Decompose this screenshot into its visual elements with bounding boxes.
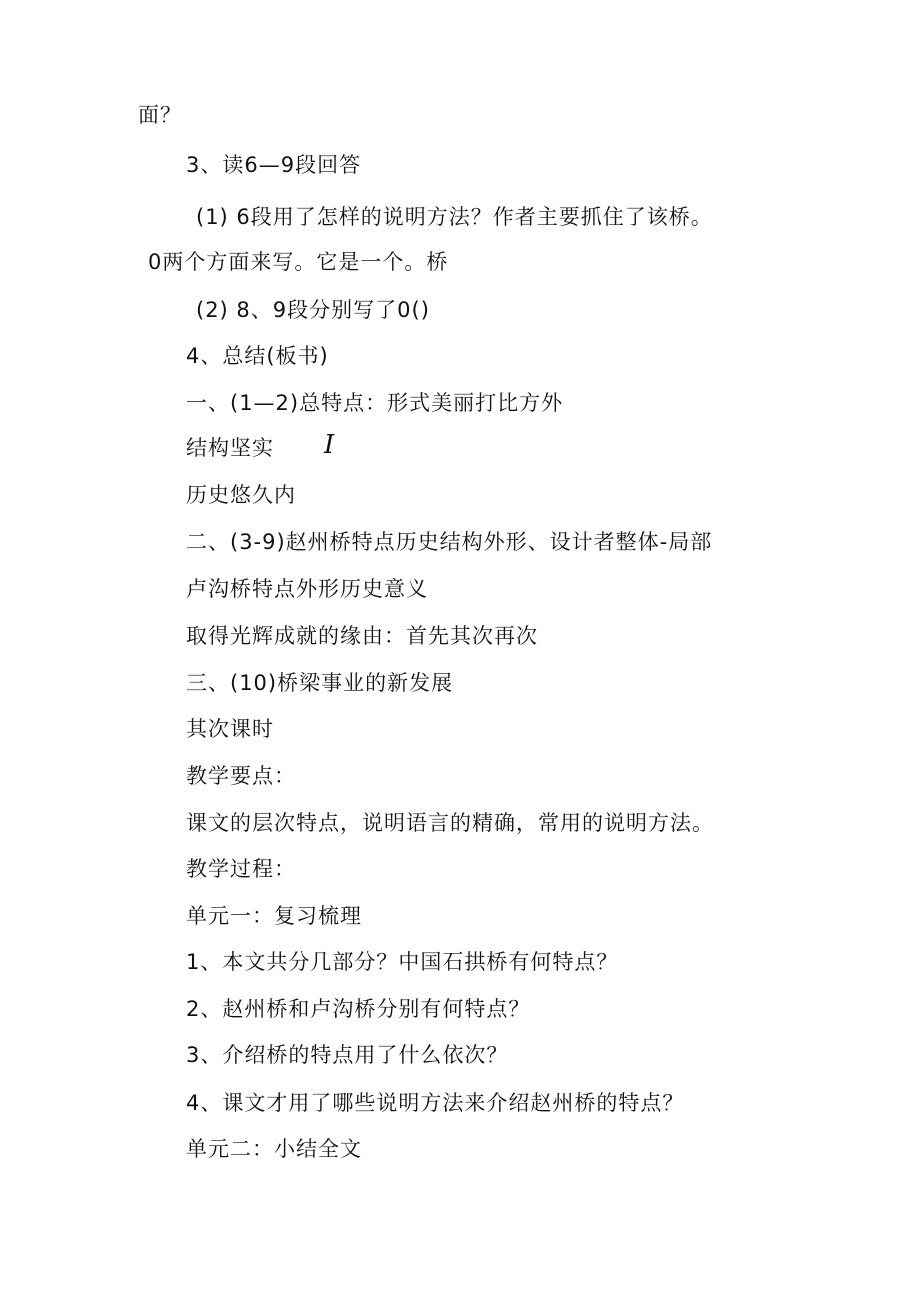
teaching-points-label: 教学要点： (186, 764, 296, 788)
summary-part-1-structure: 结构坚实 (186, 436, 274, 460)
teaching-process-label: 教学过程： (186, 857, 296, 881)
review-question-4: 4、课文才用了哪些说明方法来介绍赵州桥的特点？ (186, 1091, 685, 1115)
summary-part-3: 三、(10)桥梁事业的新发展 (186, 671, 454, 695)
summary-heading: 4、总结(板书) (186, 344, 329, 368)
summary-part-2: 二、(3-9)赵州桥特点历史结构外形、设计者整体-局部 (186, 530, 713, 554)
text-cursor-mark: I (324, 430, 335, 460)
summary-part-1-history: 历史悠久内 (186, 483, 296, 507)
teaching-points-text: 课文的层次特点，说明语言的精确，常用的说明方法。 (186, 811, 714, 835)
sub-question-2: (2) 8、9段分别写了0() (196, 298, 430, 322)
review-question-2: 2、赵州桥和卢沟桥分别有何特点？ (186, 997, 531, 1021)
review-question-3: 3、介绍桥的特点用了什么依次？ (186, 1043, 509, 1067)
summary-part-1: 一、(1—2)总特点：形式美丽打比方外 (186, 391, 564, 415)
sub-question-1: (1) 6段用了怎样的说明方法？作者主要抓住了该桥。 (196, 205, 713, 229)
sub-question-1-cont: 0两个方面来写。它是一个。桥 (148, 250, 449, 274)
text-line-continuation: 面？ (138, 103, 182, 127)
unit-2-heading: 单元二：小结全文 (186, 1137, 362, 1161)
summary-part-2-reasons: 取得光辉成就的缘由：首先其次再次 (186, 624, 538, 648)
summary-part-2-lugou: 卢沟桥特点外形历史意义 (186, 577, 428, 601)
second-lesson-heading: 其次课时 (186, 717, 274, 741)
question-3-heading: 3、读6—9段回答 (186, 153, 362, 177)
review-question-1: 1、本文共分几部分？中国石拱桥有何特点？ (186, 950, 619, 974)
unit-1-heading: 单元一：复习梳理 (186, 904, 362, 928)
